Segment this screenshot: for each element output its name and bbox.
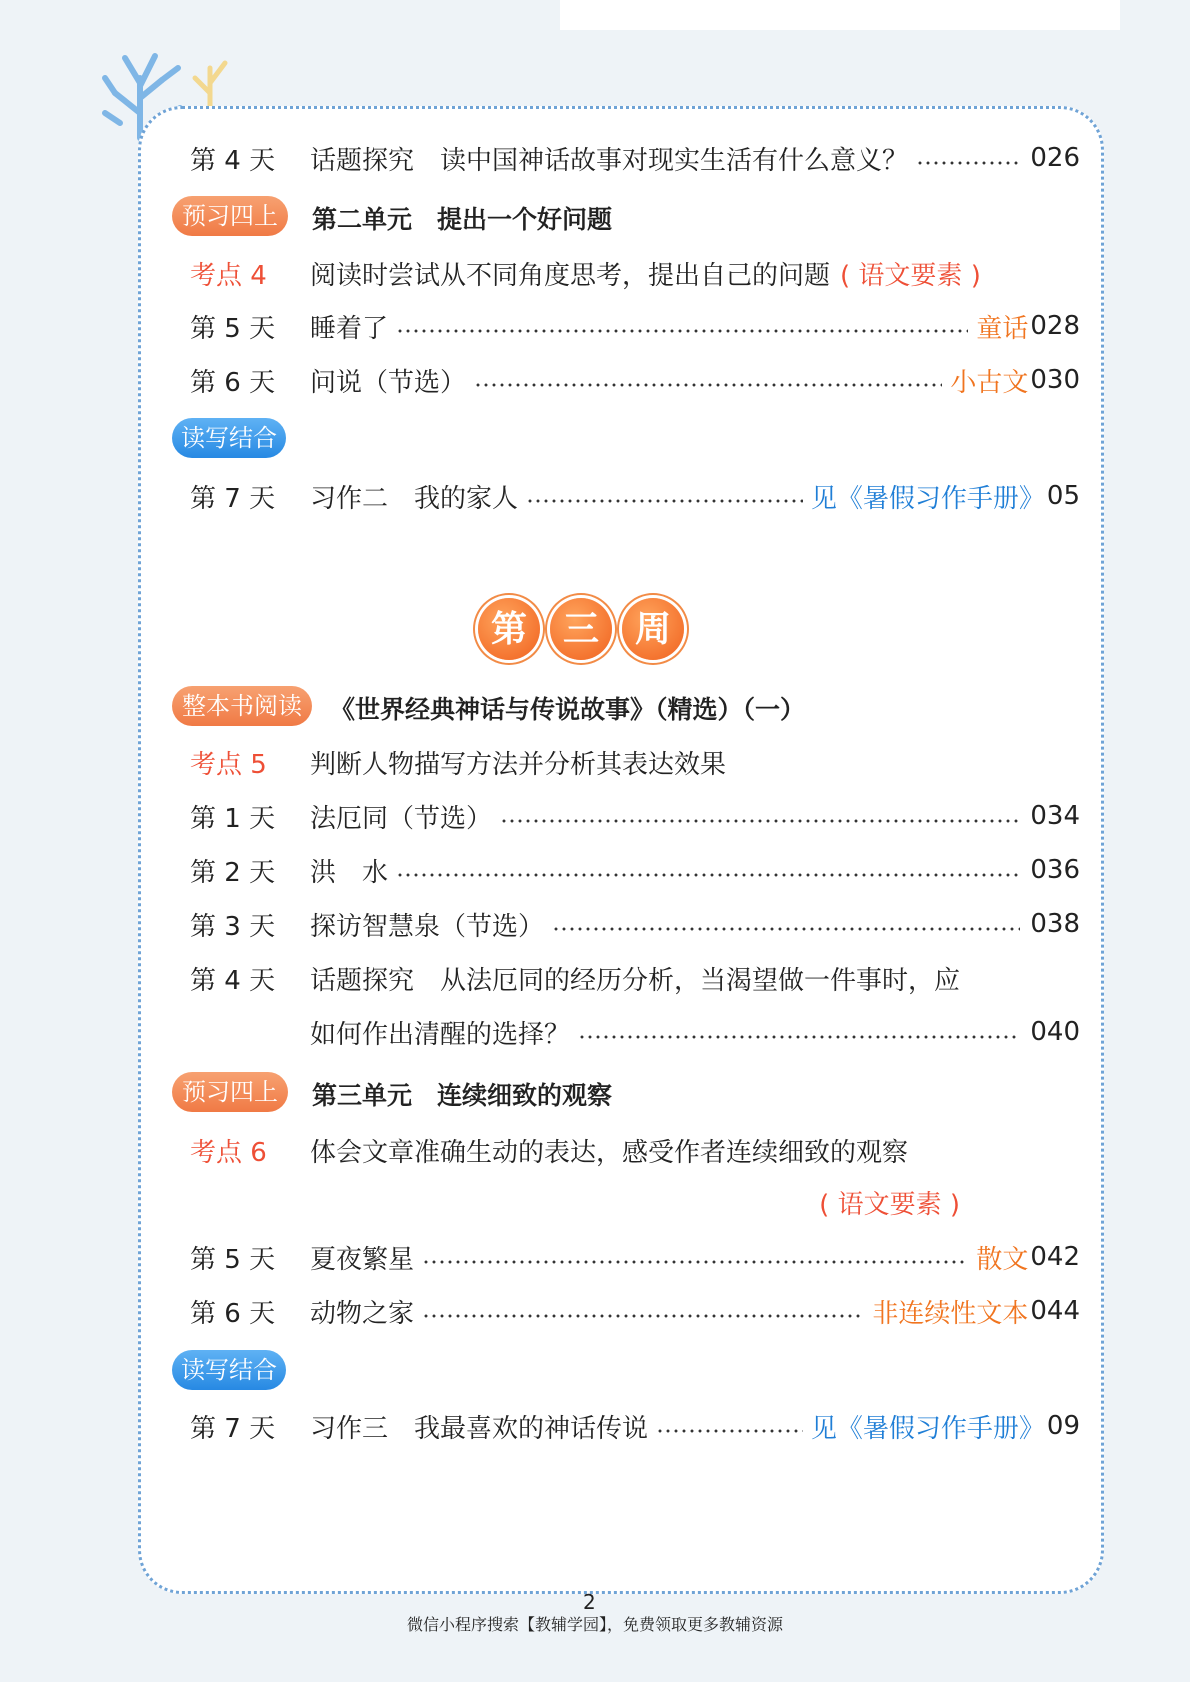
kaodian-entry xyxy=(190,740,1080,784)
kaodian-label: 考点 6 xyxy=(190,1137,267,1168)
toc-entry[interactable] xyxy=(190,474,1080,518)
day-label: 第 7 天 xyxy=(190,483,276,514)
entry-title: 睡着了 xyxy=(310,313,389,344)
day-label: 第 6 天 xyxy=(190,1298,276,1329)
handbook-tag: 见《暑假习作手册》 xyxy=(810,1413,1045,1444)
day-label: 第 5 天 xyxy=(190,313,276,344)
preview-pill: 预习四上 xyxy=(172,196,288,236)
kaodian-text: 判断人物描写方法并分析其表达效果 xyxy=(310,749,727,780)
day-label: 第 3 天 xyxy=(190,911,276,942)
preview-pill: 预习四上 xyxy=(172,1072,288,1112)
toc-entry[interactable] xyxy=(190,848,1080,892)
kaodian-entry xyxy=(190,251,1080,295)
entry-title: 法厄同（节选） xyxy=(310,803,493,834)
element-tag: ( 语文要素 ) xyxy=(840,260,981,291)
leader-dots xyxy=(396,873,1020,877)
read-write-pill: 读写结合 xyxy=(172,1350,286,1390)
entry-title: 问说（节选） xyxy=(310,367,467,398)
toc-entry[interactable] xyxy=(190,1404,1080,1448)
whole-book-pill: 整本书阅读 xyxy=(172,686,312,726)
page-number: 09 xyxy=(1046,1411,1080,1441)
leader-dots xyxy=(396,329,968,333)
leader-dots xyxy=(474,383,942,387)
leader-dots xyxy=(552,927,1020,931)
page-number: 028 xyxy=(1030,311,1080,341)
day-label: 第 7 天 xyxy=(190,1413,276,1444)
toc-entry[interactable] xyxy=(190,794,1080,838)
toc-entry[interactable] xyxy=(190,304,1080,348)
toc-entry[interactable] xyxy=(190,136,1080,180)
book-title: 《世界经典神话与传说故事》（精选）（一） xyxy=(330,695,806,724)
kaodian-entry xyxy=(190,1128,1080,1172)
leader-dots xyxy=(656,1429,803,1433)
entry-title: 夏夜繁星 xyxy=(310,1244,415,1275)
genre-tag: 非连续性文本 xyxy=(872,1298,1029,1329)
page-number: 034 xyxy=(1030,801,1080,831)
toc-entry[interactable] xyxy=(190,1289,1080,1333)
footer-note: 微信小程序搜索【教辅学园】，免费领取更多教辅资源 xyxy=(406,1615,783,1634)
page-number: 030 xyxy=(1030,365,1080,395)
page-number: 044 xyxy=(1030,1296,1080,1326)
genre-tag: 散文 xyxy=(976,1244,1029,1275)
kaodian-tag-row xyxy=(190,1180,960,1224)
leader-dots xyxy=(422,1260,968,1264)
entry-title-line2: 如何作出清醒的选择？ xyxy=(310,1019,571,1050)
leader-dots xyxy=(916,161,1020,165)
toc-entry[interactable] xyxy=(190,1235,1080,1279)
toc-entry-continuation[interactable] xyxy=(190,1010,1080,1054)
page-number: 040 xyxy=(1030,1017,1080,1047)
page-number: 036 xyxy=(1030,855,1080,885)
unit-title: 第三单元 连续细致的观察 xyxy=(312,1081,613,1110)
day-label: 第 4 天 xyxy=(190,145,276,176)
scan-edge xyxy=(560,0,1120,30)
kaodian-label: 考点 5 xyxy=(190,749,267,780)
page-number: 026 xyxy=(1030,143,1080,173)
kaodian-text: 阅读时尝试从不同角度思考，提出自己的问题 xyxy=(310,260,831,291)
day-label: 第 1 天 xyxy=(190,803,276,834)
kaodian-text: 体会文章准确生动的表达，感受作者连续细致的观察 xyxy=(310,1137,909,1168)
entry-title: 话题探究 读中国神话故事对现实生活有什么意义？ xyxy=(310,145,909,176)
day-label: 第 2 天 xyxy=(190,857,276,888)
genre-tag: 童话 xyxy=(976,313,1029,344)
leader-dots xyxy=(578,1035,1020,1039)
kaodian-label: 考点 4 xyxy=(190,260,267,291)
entry-title: 探访智慧泉（节选） xyxy=(310,911,545,942)
day-label: 第 4 天 xyxy=(190,965,276,996)
page-number: 05 xyxy=(1046,481,1080,511)
day-label: 第 5 天 xyxy=(190,1244,276,1275)
unit-title: 第二单元 提出一个好问题 xyxy=(312,205,613,234)
leader-dots xyxy=(500,819,1020,823)
week-char: 第 xyxy=(478,598,540,660)
entry-title: 习作二 我的家人 xyxy=(310,483,519,514)
week-char: 三 xyxy=(550,598,612,660)
toc-entry[interactable] xyxy=(190,956,1080,1000)
entry-title: 习作三 我最喜欢的神话传说 xyxy=(310,1413,649,1444)
leader-dots xyxy=(526,499,803,503)
entry-title: 洪 水 xyxy=(310,857,389,888)
genre-tag: 小古文 xyxy=(950,367,1029,398)
page-number: 038 xyxy=(1030,909,1080,939)
leader-dots xyxy=(422,1314,864,1318)
week-char: 周 xyxy=(622,598,684,660)
entry-title: 动物之家 xyxy=(310,1298,415,1329)
toc-entry[interactable] xyxy=(190,902,1080,946)
element-tag: ( 语文要素 ) xyxy=(819,1189,960,1220)
toc-entry[interactable] xyxy=(190,358,1080,402)
page-number: 042 xyxy=(1030,1242,1080,1272)
handbook-tag: 见《暑假习作手册》 xyxy=(810,483,1045,514)
read-write-pill: 读写结合 xyxy=(172,418,286,458)
entry-title: 话题探究 从法厄同的经历分析，当渴望做一件事时，应 xyxy=(310,965,961,996)
page-number-footer: 2 xyxy=(583,1590,596,1614)
day-label: 第 6 天 xyxy=(190,367,276,398)
